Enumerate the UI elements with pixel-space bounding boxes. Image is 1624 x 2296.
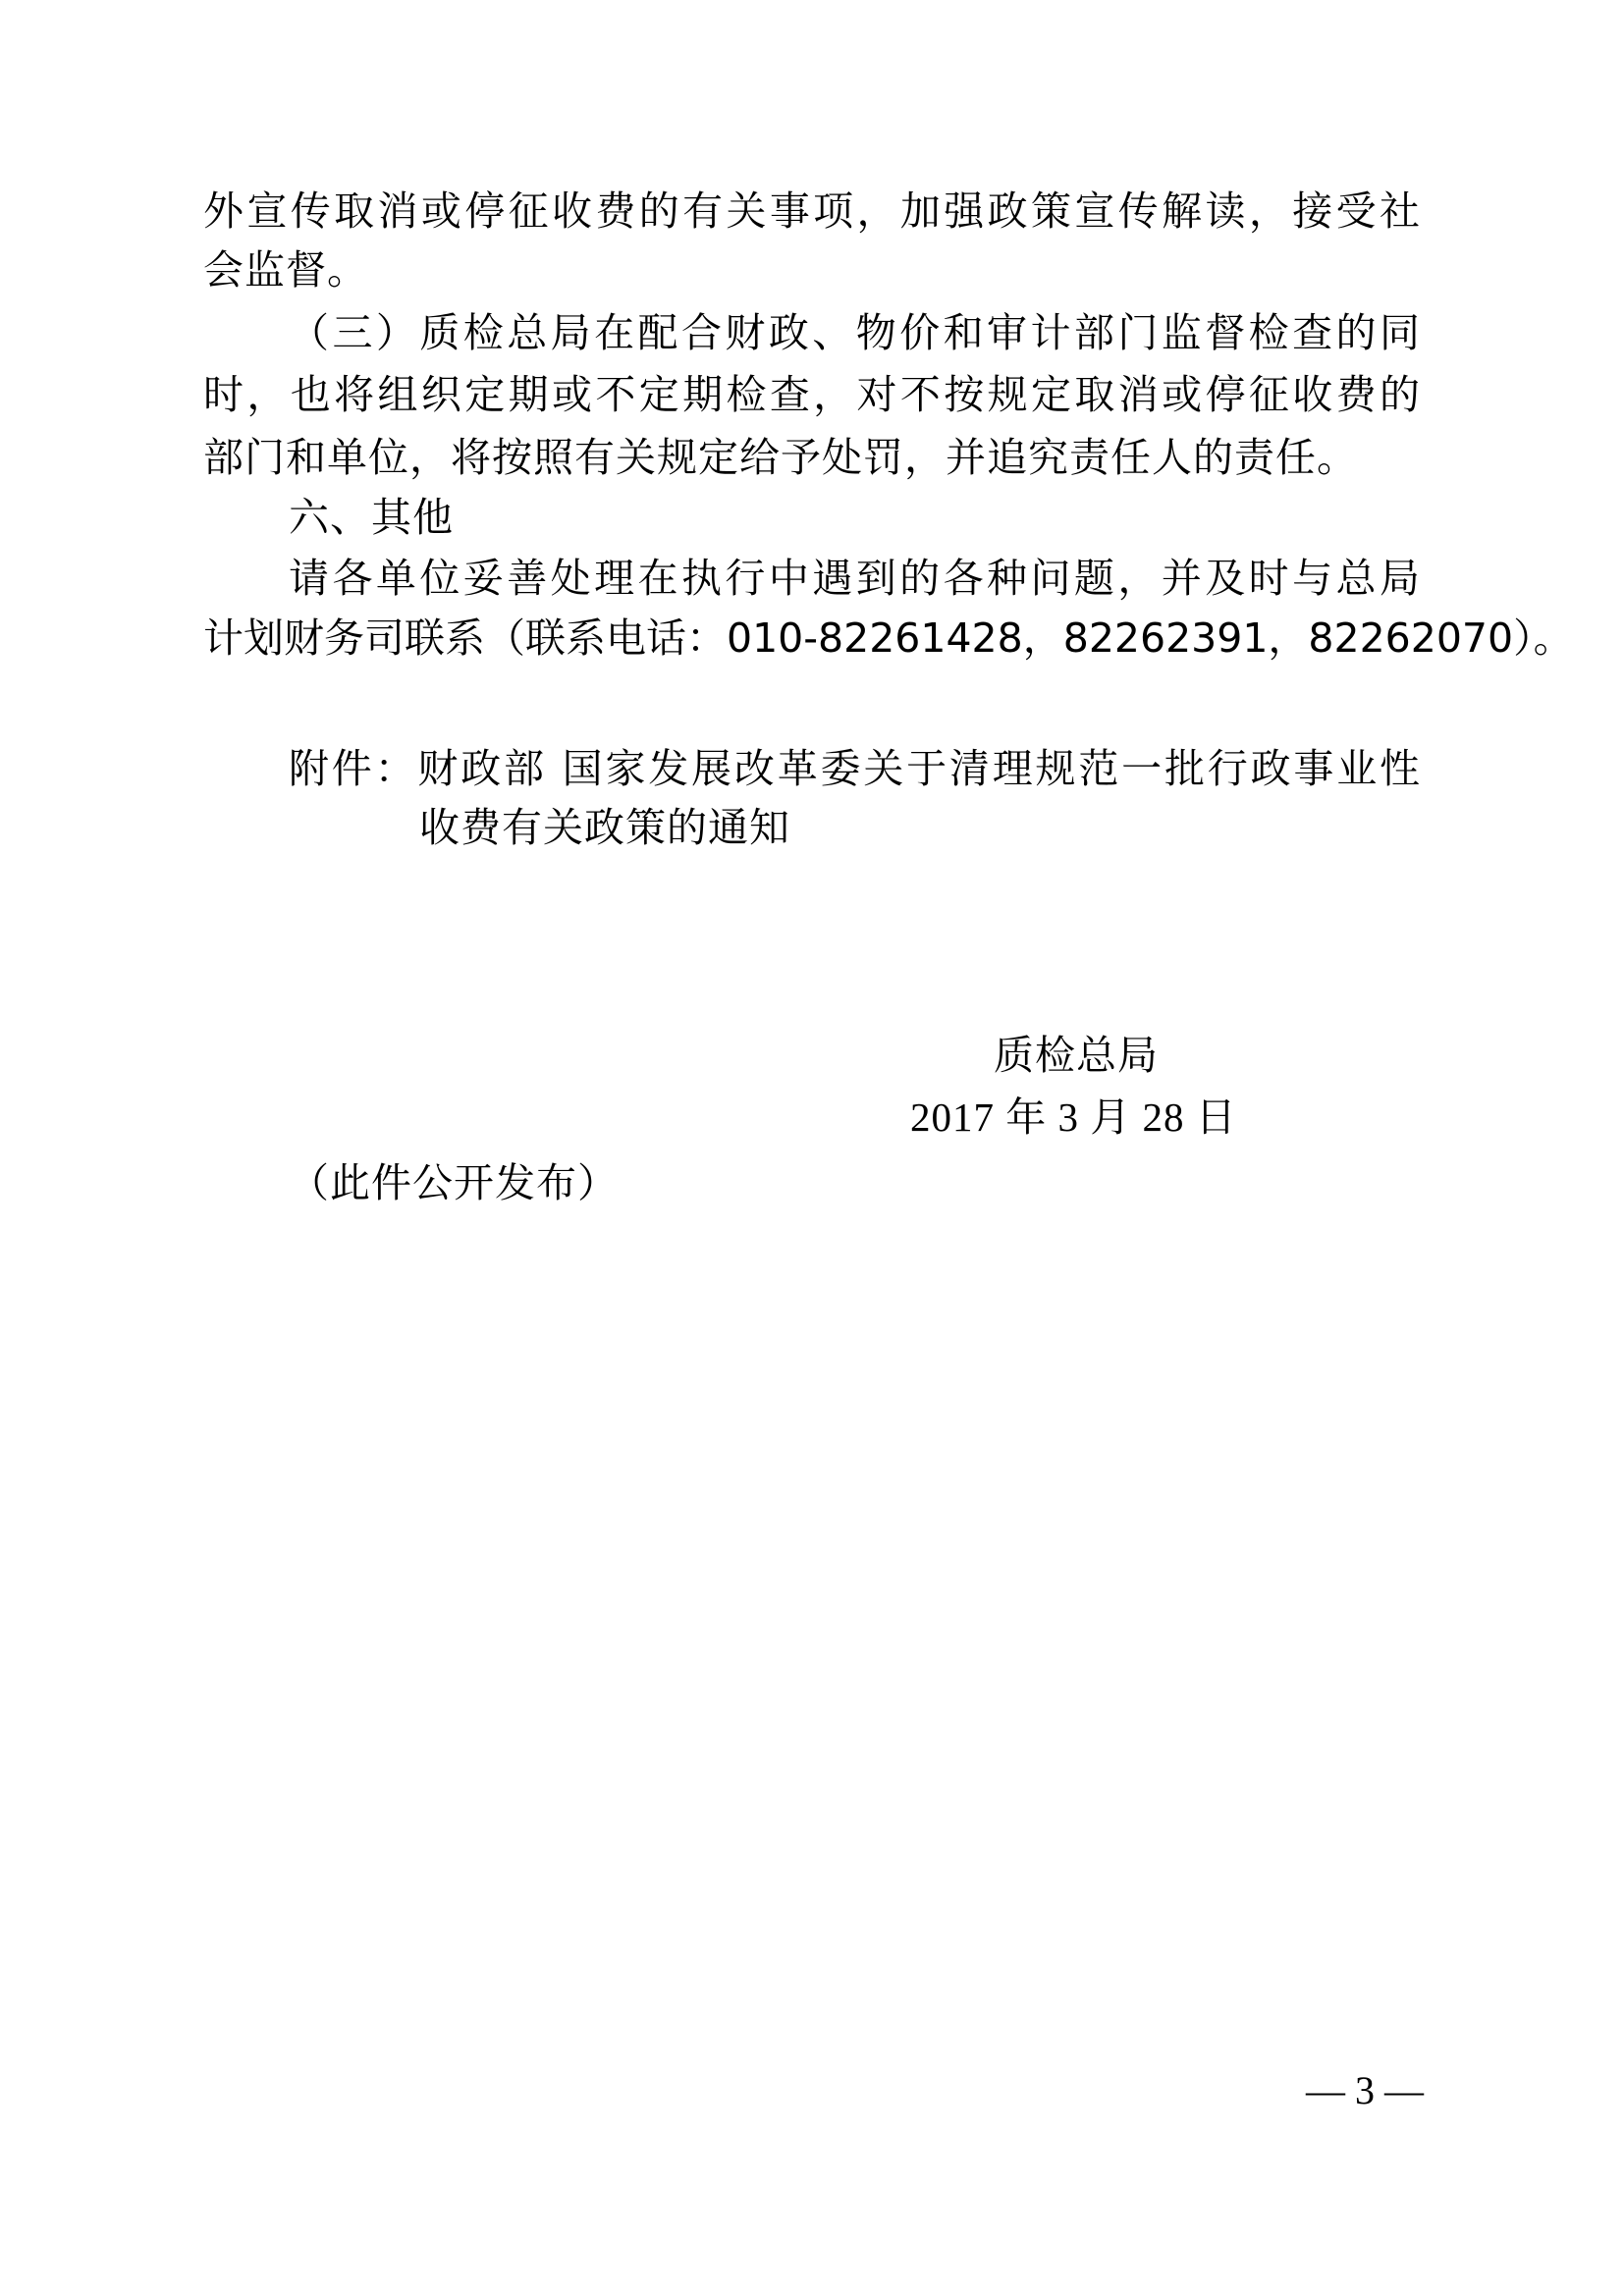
paragraph-1-line-1: 外宣传取消或停征收费的有关事项，加强政策宣传解读，接受社 — [203, 187, 1421, 235]
section-heading-other: 六、其他 — [289, 494, 454, 541]
paragraph-3-line-2: 计划财务司联系（联系电话：010-82261428，82262391，82262070）。 — [203, 614, 1574, 662]
paragraph-2-line-1: （三）质检总局在配合财政、物价和审计部门监督检查的同 — [289, 309, 1421, 356]
paragraph-2-line-2: 时，也将组织定期或不定期检查，对不按规定取消或停征收费的 — [203, 371, 1421, 418]
attachment-line-1: 附件：财政部 国家发展改革委关于清理规范一批行政事业性 — [289, 745, 1421, 792]
attachment-line-2: 收费有关政策的通知 — [419, 804, 790, 851]
public-release-note: （此件公开发布） — [289, 1159, 619, 1206]
paragraph-2-line-3: 部门和单位，将按照有关规定给予处罚，并追究责任人的责任。 — [203, 434, 1358, 481]
signature-date: 2017 年 3 月 28 日 — [910, 1095, 1237, 1140]
signature-organization: 质检总局 — [994, 1032, 1159, 1079]
page-number: — 3 — — [1306, 2068, 1424, 2112]
paragraph-1-line-2: 会监督。 — [203, 246, 368, 294]
paragraph-3-line-1: 请各单位妥善处理在执行中遇到的各种问题，并及时与总局 — [289, 555, 1421, 602]
